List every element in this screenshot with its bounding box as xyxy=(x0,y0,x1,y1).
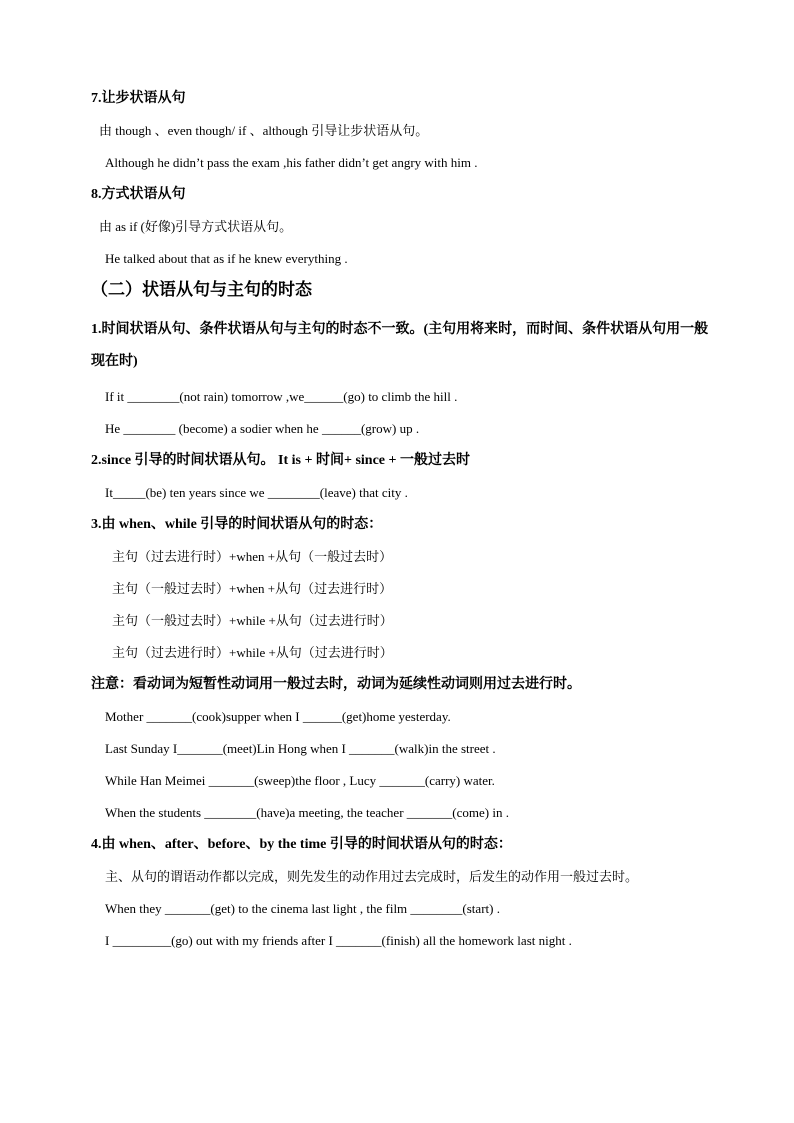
section-8-example: He talked about that as if he knew everything . xyxy=(105,251,348,266)
tense-4-exercise-2: I _________(go) out with my friends after I _______(finish) all the homework last night . xyxy=(105,933,572,948)
tense-3-exercise-1: Mother _______(cook)supper when I ______(get)home yesterday. xyxy=(105,709,451,724)
tense-2-title: 2.since 引导的时间状语从句。 It is + 时间+ since + 一般过去时 xyxy=(91,453,470,468)
tense-3-note: 注意：看动词为短暂性动词用一般过去时，动词为延续性动词则用过去进行时。 xyxy=(91,677,581,692)
tense-3-exercise-3: While Han Meimei _______(sweep)the floor , Lucy _______(carry) water. xyxy=(105,773,495,788)
tense-3-rule-2: 主句（一般过去时）+when +从句（过去进行时） xyxy=(112,581,393,596)
tense-3-rule-3: 主句（一般过去时）+while +从句（过去进行时） xyxy=(112,613,393,628)
section-8-title: 8.方式状语从句 xyxy=(91,187,186,202)
section-7-example: Although he didn’t pass the exam ,his father didn’t get angry with him . xyxy=(105,155,478,170)
section-7-title: 7.让步状语从句 xyxy=(91,91,186,106)
tense-4-title: 4.由 when、after、before、by the time 引导的时间状语从句的时态： xyxy=(91,837,512,852)
section-7-description: 由 though 、even though/ if 、although 引导让步状语从句。 xyxy=(99,123,429,138)
tense-2-exercise-1: It_____(be) ten years since we ________(leave) that city . xyxy=(105,485,408,500)
tense-3-rule-4: 主句（过去进行时）+while +从句（过去进行时） xyxy=(112,645,393,660)
tense-4-description: 主、从句的谓语动作都以完成，则先发生的动作用过去完成时，后发生的动作用一般过去时。 xyxy=(105,869,639,884)
tense-3-exercise-2: Last Sunday I_______(meet)Lin Hong when I _______(walk)in the street . xyxy=(105,741,496,756)
tense-3-exercise-4: When the students ________(have)a meeting, the teacher _______(come) in . xyxy=(105,805,509,820)
part-2-heading: （二）状语从句与主句的时态 xyxy=(91,280,312,299)
tense-4-exercise-1: When they _______(get) to the cinema last light , the film ________(start) . xyxy=(105,901,500,916)
tense-3-rule-1: 主句（过去进行时）+when +从句（一般过去时） xyxy=(112,549,393,564)
tense-1-exercise-1: If it ________(not rain) tomorrow ,we______(go) to climb the hill . xyxy=(105,389,458,404)
tense-1-title: 1.时间状语从句、条件状语从句与主句的时态不一致。(主句用将来时，而时间、条件状语从句用一般现在时) xyxy=(91,322,709,369)
tense-3-title: 3.由 when、while 引导的时间状语从句的时态： xyxy=(91,517,383,532)
tense-1-exercise-2: He ________ (become) a sodier when he ______(grow) up . xyxy=(105,421,420,436)
section-8-description: 由 as if (好像)引导方式状语从句。 xyxy=(99,219,293,234)
